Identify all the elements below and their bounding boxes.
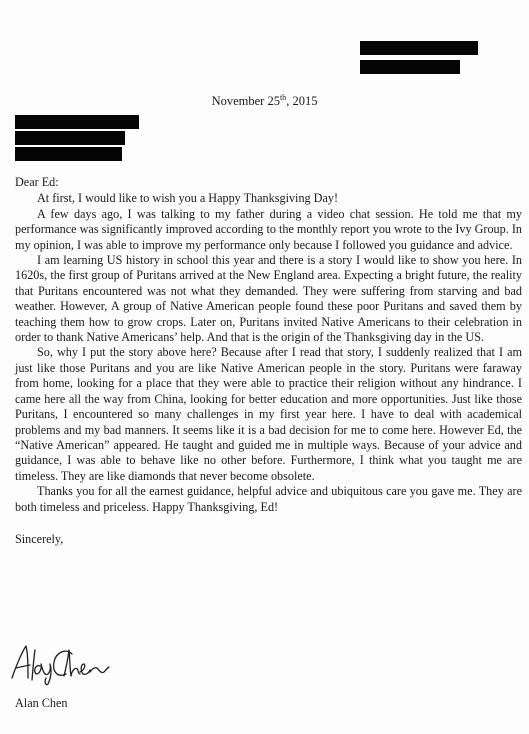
redacted-recipient-line-2: [15, 131, 125, 145]
paragraph-reflection: So, why I put the story above here? Because after I read that story, I suddenly realized that I am just like those Puritans and you are like Native American people in the story. Puritans were faraway from home, looking for a place that they were able to practice their religion without any hindrance. I came here all the way from China, looking for better education and more opportunities. Just like those Puritans, I encountered so many challenges in my first year here. I have to deal with academical problems and my bad manners. It seems like it is a bad decision for me to come here. However Ed, the “Native American” appeared. He taught and guided me in multiple ways. Because of your advice and guidance, I was able to behave like no other before. Furthermore, I think what you taught me are timeless. They are like diamonds that never become obsolete.: [15, 345, 522, 483]
salutation: Dear Ed:: [15, 175, 59, 189]
closing: Sincerely,: [15, 531, 64, 546]
redacted-recipient-line-3: [15, 147, 122, 161]
paragraph-performance: A few days ago, I was talking to my father during a video chat session. He told me that my performance was significantly improved according to the monthly report you wrote to the Ivy Group. In my opinion, I was able to improve my performance only because I followed you guidance and advice.: [15, 206, 522, 252]
letter-body: [15, 175, 522, 547]
date-year: , 2015: [286, 94, 318, 109]
handwritten-signature: [6, 640, 118, 688]
signed-name: Alan Chen: [15, 696, 68, 710]
date-suffix: th: [279, 93, 287, 102]
letter-date: [0, 93, 529, 109]
redacted-sender-line-2: [360, 60, 460, 74]
date-text: November 25: [211, 94, 280, 109]
paragraph-greeting: At first, I would like to wish you a Happy Thanksgiving Day!: [37, 191, 339, 206]
redacted-recipient-line-1: [15, 115, 139, 129]
paragraph-history: I am learning US history in school this year and there is a story I would like to show you here. In 1620s, the first group of Puritans arrived at the New England area. Expecting a bright future, the reality that Puritans encountered was not what they demanded. They were suffering from starving and bad weather. However, A group of Native American people found these poor Puritans and saved them by teaching them how to grow crops. Later on, Puritans invited Native Americans to their celebration in order to thank Native Americans’ help. And that is the origin of the Thanksgiving day in the US.: [15, 253, 522, 345]
paragraph-thanks: Thanks you for all the earnest guidance, helpful advice and ubiquitous care you gave me. They are both timeless and priceless. Happy Thanksgiving, Ed!: [15, 484, 522, 514]
redacted-sender-line-1: [360, 41, 478, 55]
